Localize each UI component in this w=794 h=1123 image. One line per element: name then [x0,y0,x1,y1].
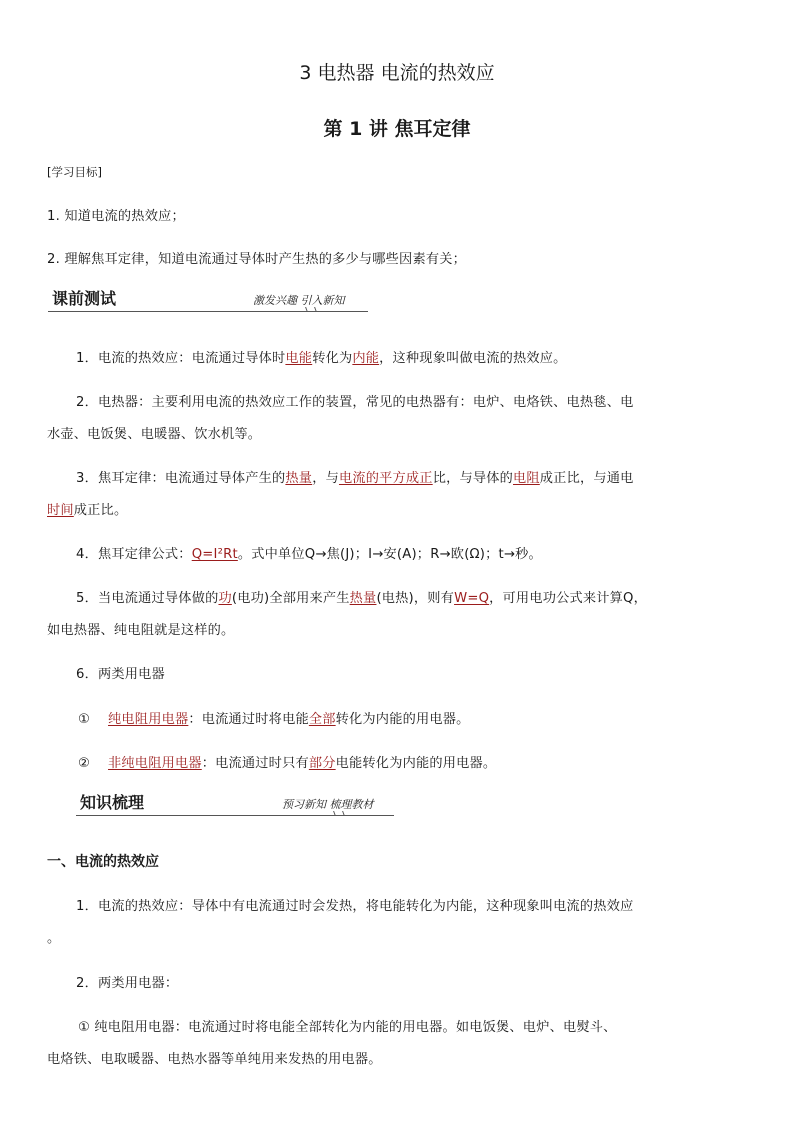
knowledge-heading: 一、电流的热效应 [47,854,159,870]
knowledge-p1-line2: 。 [47,931,61,946]
pretest-p6: 6．两类用电器 [76,667,165,682]
pretest-p4: 4．焦耳定律公式：Q=I²Rt。式中单位Q→焦(J)；I→安(A)；R→欧(Ω)；t→秒。 [76,547,542,562]
pretest-p2-line2: 水壶、电饭煲、电暖器、饮水机等。 [47,427,262,442]
section-pretest-bar [48,286,368,314]
section-knowledge-line [76,815,394,816]
chapter-title: 3 电热器 电流的热效应 [299,62,495,84]
objectives-heading: [学习目标] [47,165,102,179]
section-pretest-subtitle: 激发兴趣 引入新知 [253,294,345,307]
section-pretest-line [48,311,368,312]
objective-item-1: 1. 知道电流的热效应； [47,209,185,224]
section-knowledge-title: 知识梳理 [80,793,145,812]
knowledge-p2: 2．两类用电器： [76,976,179,991]
lesson-title: 第 1 讲 焦耳定律 [323,118,471,140]
knowledge-p3-line1: ① 纯电阻用电器：电流通过时将电能全部转化为内能的用电器。如电饭煲、电炉、电熨斗、 [78,1020,617,1035]
pretest-p1: 1．电流的热效应：电流通过导体时电能转化为内能，这种现象叫做电流的热效应。 [76,351,567,366]
pretest-p5-line2: 如电热器、纯电阻就是这样的。 [47,623,235,638]
pretest-p3-line2: 时间成正比。 [47,503,128,518]
pretest-item-2: ② 非纯电阻用电器：电流通过时只有部分电能转化为内能的用电器。 [78,756,497,771]
section-pretest-tick [305,307,317,312]
pretest-p2-line1: 2．电热器：主要利用电流的热效应工作的装置，常见的电热器有：电炉、电烙铁、电热毯、电 [76,395,634,410]
objective-item-2: 2. 理解焦耳定律，知道电流通过导体时产生热的多少与哪些因素有关； [47,252,466,267]
pretest-item-1: ① 纯电阻用电器：电流通过时将电能全部转化为内能的用电器。 [78,712,470,727]
knowledge-p1-line1: 1．电流的热效应：导体中有电流通过时会发热，将电能转化为内能，这种现象叫电流的热效应 [76,899,634,914]
section-knowledge-bar [76,790,394,818]
pretest-p5-line1: 5．当电流通过导体做的功(电功)全部用来产生热量(电热)，则有W=Q，可用电功公式来计算Q， [76,591,647,606]
section-knowledge-subtitle: 预习新知 梳理教材 [282,798,374,811]
section-pretest-title: 课前测试 [52,289,117,308]
knowledge-p3-line2: 电烙铁、电取暖器、电热水器等单纯用来发热的用电器。 [47,1052,382,1067]
pretest-p3-line1: 3．焦耳定律：电流通过导体产生的热量，与电流的平方成正比，与导体的电阻成正比，与通电 [76,471,634,486]
section-knowledge-tick [333,811,345,816]
